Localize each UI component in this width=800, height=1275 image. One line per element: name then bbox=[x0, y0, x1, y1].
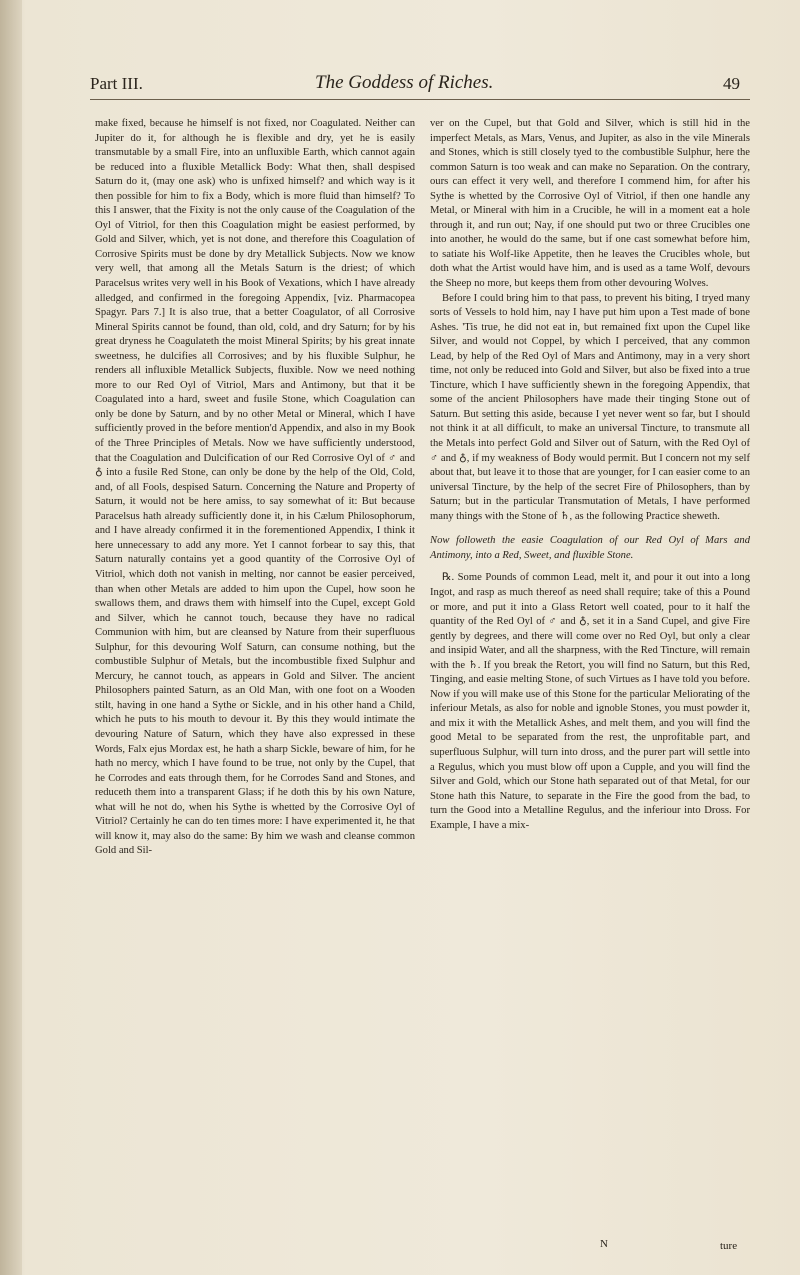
right-paragraph-1: ver on the Cupel, but that Gold and Silver, which is still hid in the imperfect Metals, as Mars, Venus, and Jupiter, as also in the vile Minerals and Stones, which is still closely tyed to the combustible Sulphur, here the common Saturn is too weak and can make no Separation. On the contrary, ours can effect it very well, and therefore I commend him, for after his Sythe is whetted by the Corrosive Oyl of Vitriol, if then one handle any Metal, or Mineral with him in a Crucible, he will in a moment eat a hole through it, and run out; Nay, if one should put two or three Crucibles one into another, he would do the same, but if one cast somewhat before him, to satiate his Wolf-like Appetite, then he leaves the Crucibles whole, but doth what the Artist would have him, and is used as a tame Wolf, devours the Sheep no more, but keeps them from other devouring Wolves. bbox=[430, 118, 750, 290]
catchword: ture bbox=[720, 1240, 738, 1252]
section-heading: Now followeth the easie Coagulation of our Red Oyl of Mars and Antimony, into a Red, Sweet, and fluxible Stone. bbox=[430, 535, 750, 561]
left-paragraph: make fixed, because he himself is not fixed, nor Coagulated. Neither can Jupiter do it, for although he is flexible and dry, yet he is easily transmutable by a small Fire, into an unfluxible Earth, which cannot again be reduced into a fluxible Metallick Body: What then, shall despised Saturn do it, (may one ask) who is unfixed himself? and which way is it then possible for him to fix a Body, which is more fluid than himself? To this I answer, that the Fixity is not the only cause of the Coagulation of the Oyl of Vitriol, for then this Coagulation might be easiest performed, by Gold and Silver, which, yet is not done, and therefore this Coagulation of Corrosive Spirits must be done by dry Metallick Subjects. Now we know very well, that among all the Metals Saturn is the driest; of which Paracelsus writes very well in his Book of Vexations, which I have already alledged, and confirmed in the foregoing Appendix, [viz. Pharmacopea Spagyr. Pars 7.] It is also true, that a better Coagulator, of all Corrosive Mineral Spirits cannot be found, than old, cold, and dry Saturn; for by his great dryness he Coagulateth the moist Mineral Spirits; by his great innate sweetness, he dulcifies all Corrosives; and by his fluxible Sulphur, he renders all influxible Metallick Subjects, fluxible. Now we need nothing more to our Red Oyl of Vitriol, Mars and Antimony, but that it be Coagulated into a hard, sweet and fusile Stone, which Coagulation can only be done by Saturn, and by no other Metal or Mineral, which I have sufficiently proved in the before mention'd Appendix, and also in my Book of the Three Principles of Metals. Now we have sufficiently understood, that the Coagulation and Dulcification of our Red Corrosive Oyl of ♂ and ♁ into a fusile Red Stone, can only be done by the help of the Old, Cold, and, of all Fools, despised Saturn. Concerning the Nature and Property of Saturn, it would not be here amiss, to say somewhat of it: But because Paracelsus hath already sufficiently done it, in his Cælum Philosophorum, and I have already confirmed it in the forementioned Appendix, I think it here unnecessary to add any more. Yet I cannot forbear to say this, that Saturn naturally contains yet a good quantity of the Corrosive Oyl of Vitriol, which doth not vanish in melting, nor cannot be easier perceived, than when other Metals are added to him upon the Cupel, how soon he swallows them, and draws them with himself into the Cupel, except Gold and Silver, which he cannot touch, because they have no radical Communion with him, but are cleansed by Nature from their superfluous Sulphur, for this devouring Wolf Saturn, can consume nothing, but the combustible Sulphur of Metals, but the incombustible fixed Sulphur and Mercury, he cannot touch, as appears in Gold and Silver. The ancient Philosophers painted Saturn, as an Old Man, with one foot on a Wooden stilt, having in one hand a Sythe or Sickle, and in his other hand a Child, which he puts to his mouth to devour it. By this they would intimate the devouring Nature of Saturn, which they have also expressed in these Words, Falx ejus Mordax est, he hath a sharp Sickle, beware of him, for he hath no mercy, which I have found to be true, not only by the Cupel, that he Corrodes and eats through them, for he Corrodes Sand and Stones, and reduceth them into a transparent Glass; if he doth this by his own Nature, what will he not do, when his Sythe is whetted by the Corrosive Oyl of Vitriol? Certainly he can do ten times more: I have experimented it, he that will know it, may also do the same: By him we wash and cleanse common Gold and Sil- bbox=[95, 118, 415, 857]
running-header bbox=[90, 72, 740, 96]
right-column bbox=[430, 117, 750, 833]
page-number: 49 bbox=[723, 74, 740, 93]
part-label: Part III. bbox=[90, 74, 143, 93]
running-title: The Goddess of Riches. bbox=[315, 72, 494, 93]
signature-mark: N bbox=[600, 1238, 608, 1250]
header-rule bbox=[90, 99, 750, 100]
page-binding-edge bbox=[0, 0, 22, 1275]
right-paragraph-3: ℞. Some Pounds of common Lead, melt it, and pour it out into a long Ingot, and rasp as much thereof as need shall require; take of this a Pound or more, and put it into a Glass Retort well coated, pour to it half the quantity of the Red Oyl of ♂ and ♁, set it in a Sand Cupel, and give Fire gently by degrees, and there will come over no Red Oyl, but only a clear and insipid Water, and all the sharpness, with the Red Tincture, will remain with the ♄. If you break the Retort, you will find no Saturn, but this Red, Tinging, and easie melting Stone, of such Virtues as I have told you before. Now if you will make use of this Stone for the particular Meliorating of the inferiour Metals, as also for noble and ignoble Stones, you must powder it, and mix it with the Metallick Ashes, and melt them, and you will find the good Metal to be separated from the rest, the unprofitable part, and superfluous Sulphur, will turn into dross, and the purer part will settle into a Regulus, which you must blow off upon a Cupple, and you will find the Silver and Gold, which our Stone hath separated out of that Metal, for our Stone hath this Nature, to separate in the Fire the good from the bad, to turn the Good into a Metalline Regulus, and the inferiour into Dross. For Example, I have a mix- bbox=[430, 572, 750, 831]
left-column bbox=[95, 117, 415, 859]
right-paragraph-2: Before I could bring him to that pass, to prevent his biting, I tryed many sorts of Vessels to hold him, nay I have put him upon a Test made of bone Ashes. 'Tis true, he did not eat in, but remained fixt upon the Cupel like Silver, and would not Coppel, by which I perceived, that any common Lead, by help of the Red Oyl of Mars and Antimony, may in a very short time, not only be reduced into Gold and Silver, but also be fixed into a true Tincture, which I have sufficiently shewn in the foregoing Appendix, that some of the ancient Philosophers have made their tinging Stone out of Saturn. But setting this aside, because I yet never went so far, but I should not think it at all difficult, to make an universal Tincture, to transmute all the Metals into perfect Gold and Silver out of Saturn, with the Red Oyl of ♂ and ♁, if my weakness of Body would permit. But I concern not my self about that, but leave it to those that are younger, for I can easier come to an universal Tincture, by the help of the secret Fire of Philosophers, than by Saturn; but in the particular Transmutation of Metals, I have performed many things with the Stone of ♄, as the following Practice sheweth. bbox=[430, 292, 750, 522]
